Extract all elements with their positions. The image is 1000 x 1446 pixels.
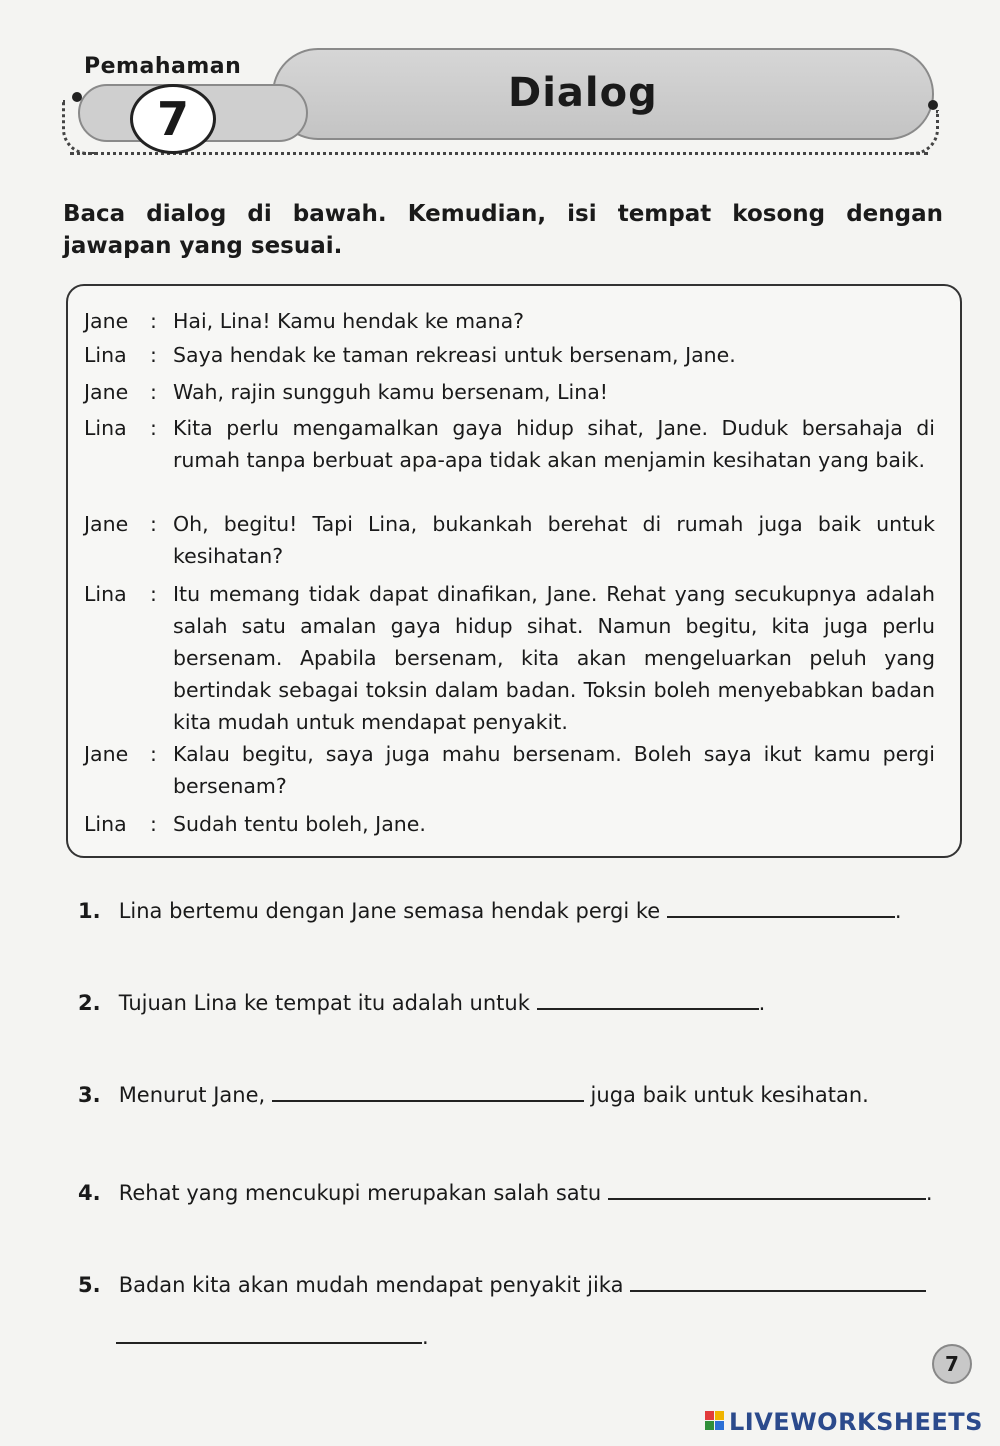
- question-5: [78, 1270, 926, 1300]
- answer-blank-5b[interactable]: [116, 1324, 422, 1344]
- question-5-continuation: [116, 1322, 429, 1352]
- section-label: Pemahaman: [84, 54, 242, 79]
- dialog-colon: :: [150, 582, 157, 606]
- dialog-speaker: Jane: [84, 512, 129, 536]
- dialog-colon: :: [150, 309, 157, 333]
- question-text: Badan kita akan mudah mendapat penyakit jika: [118, 1273, 624, 1297]
- answer-blank-4[interactable]: [608, 1180, 926, 1200]
- question-number: 1.: [78, 899, 101, 923]
- header-dotted-line: [70, 152, 928, 155]
- dialog-text: Wah, rajin sungguh kamu bersenam, Lina!: [173, 380, 608, 404]
- question-suffix: .: [894, 899, 902, 923]
- question-2: [78, 988, 765, 1018]
- decorative-dot-left: [72, 92, 82, 102]
- instruction-text: Baca dialog di bawah. Kemudian, isi tempat kosong dengan jawapan yang sesuai.: [63, 201, 943, 259]
- question-number: 3.: [78, 1083, 101, 1107]
- lesson-number: 7: [130, 84, 216, 154]
- dialog-text: Itu memang tidak dapat dinafikan, Jane. Rehat yang secukupnya adalah salah satu amalan gaya hidup sihat. Namun begitu, kita juga perlu bersenam. Apabila bersenam, kita akan mengeluarkan peluh yang bertindak sebagai toksin dalam badan. Toksin boleh menyebabkan badan kita mudah untuk mendapat penyakit.: [173, 582, 935, 734]
- dialog-speaker: Jane: [84, 380, 129, 404]
- page-number: 7: [932, 1344, 972, 1384]
- dialog-speaker: Lina: [84, 416, 127, 440]
- dialog-speaker: Jane: [84, 742, 129, 766]
- question-3: [78, 1080, 869, 1110]
- question-number: 4.: [78, 1181, 101, 1205]
- liveworksheets-icon: [705, 1411, 725, 1431]
- dialog-colon: :: [150, 742, 157, 766]
- dialog-speaker: Lina: [84, 582, 127, 606]
- dialog-speaker: Jane: [84, 309, 129, 333]
- question-suffix: .: [758, 991, 766, 1015]
- answer-blank-5a[interactable]: [630, 1272, 926, 1292]
- page-title: Dialog: [508, 70, 658, 116]
- question-text: Menurut Jane,: [118, 1083, 266, 1107]
- dialog-colon: :: [150, 416, 157, 440]
- question-number: 2.: [78, 991, 101, 1015]
- question-suffix: juga baik untuk kesihatan.: [590, 1083, 869, 1107]
- answer-blank-3[interactable]: [272, 1082, 584, 1102]
- question-text: Rehat yang mencukupi merupakan salah satu: [118, 1181, 602, 1205]
- question-suffix: .: [422, 1325, 429, 1349]
- question-text: Lina bertemu dengan Jane semasa hendak pergi ke: [118, 899, 661, 923]
- dialog-speaker: Lina: [84, 812, 127, 836]
- question-4: [78, 1178, 933, 1208]
- dialog-colon: :: [150, 380, 157, 404]
- dialog-text: Sudah tentu boleh, Jane.: [173, 812, 426, 836]
- decorative-curl-right: [906, 110, 939, 155]
- question-number: 5.: [78, 1273, 101, 1297]
- question-suffix: .: [925, 1181, 933, 1205]
- dialog-colon: :: [150, 812, 157, 836]
- question-1: [78, 896, 902, 926]
- decorative-dot-right: [928, 100, 938, 110]
- dialog-text: Saya hendak ke taman rekreasi untuk bersenam, Jane.: [173, 343, 736, 367]
- brand-text: LIVEWORKSHEETS: [729, 1408, 983, 1436]
- liveworksheets-logo[interactable]: [705, 1408, 983, 1436]
- answer-blank-2[interactable]: [537, 990, 759, 1010]
- decorative-curl-left: [62, 100, 95, 155]
- question-text: Tujuan Lina ke tempat itu adalah untuk: [118, 991, 530, 1015]
- dialog-text: Oh, begitu! Tapi Lina, bukankah berehat di rumah juga baik untuk kesihatan?: [173, 512, 935, 568]
- dialog-text: Kita perlu mengamalkan gaya hidup sihat, Jane. Duduk bersahaja di rumah tanpa berbuat apa-apa tidak akan menjamin kesihatan yang baik.: [173, 416, 935, 472]
- dialog-text: Hai, Lina! Kamu hendak ke mana?: [173, 309, 525, 333]
- dialog-text: Kalau begitu, saya juga mahu bersenam. Boleh saya ikut kamu pergi bersenam?: [173, 742, 935, 798]
- dialog-colon: :: [150, 343, 157, 367]
- answer-blank-1[interactable]: [667, 898, 895, 918]
- dialog-colon: :: [150, 512, 157, 536]
- dialog-speaker: Lina: [84, 343, 127, 367]
